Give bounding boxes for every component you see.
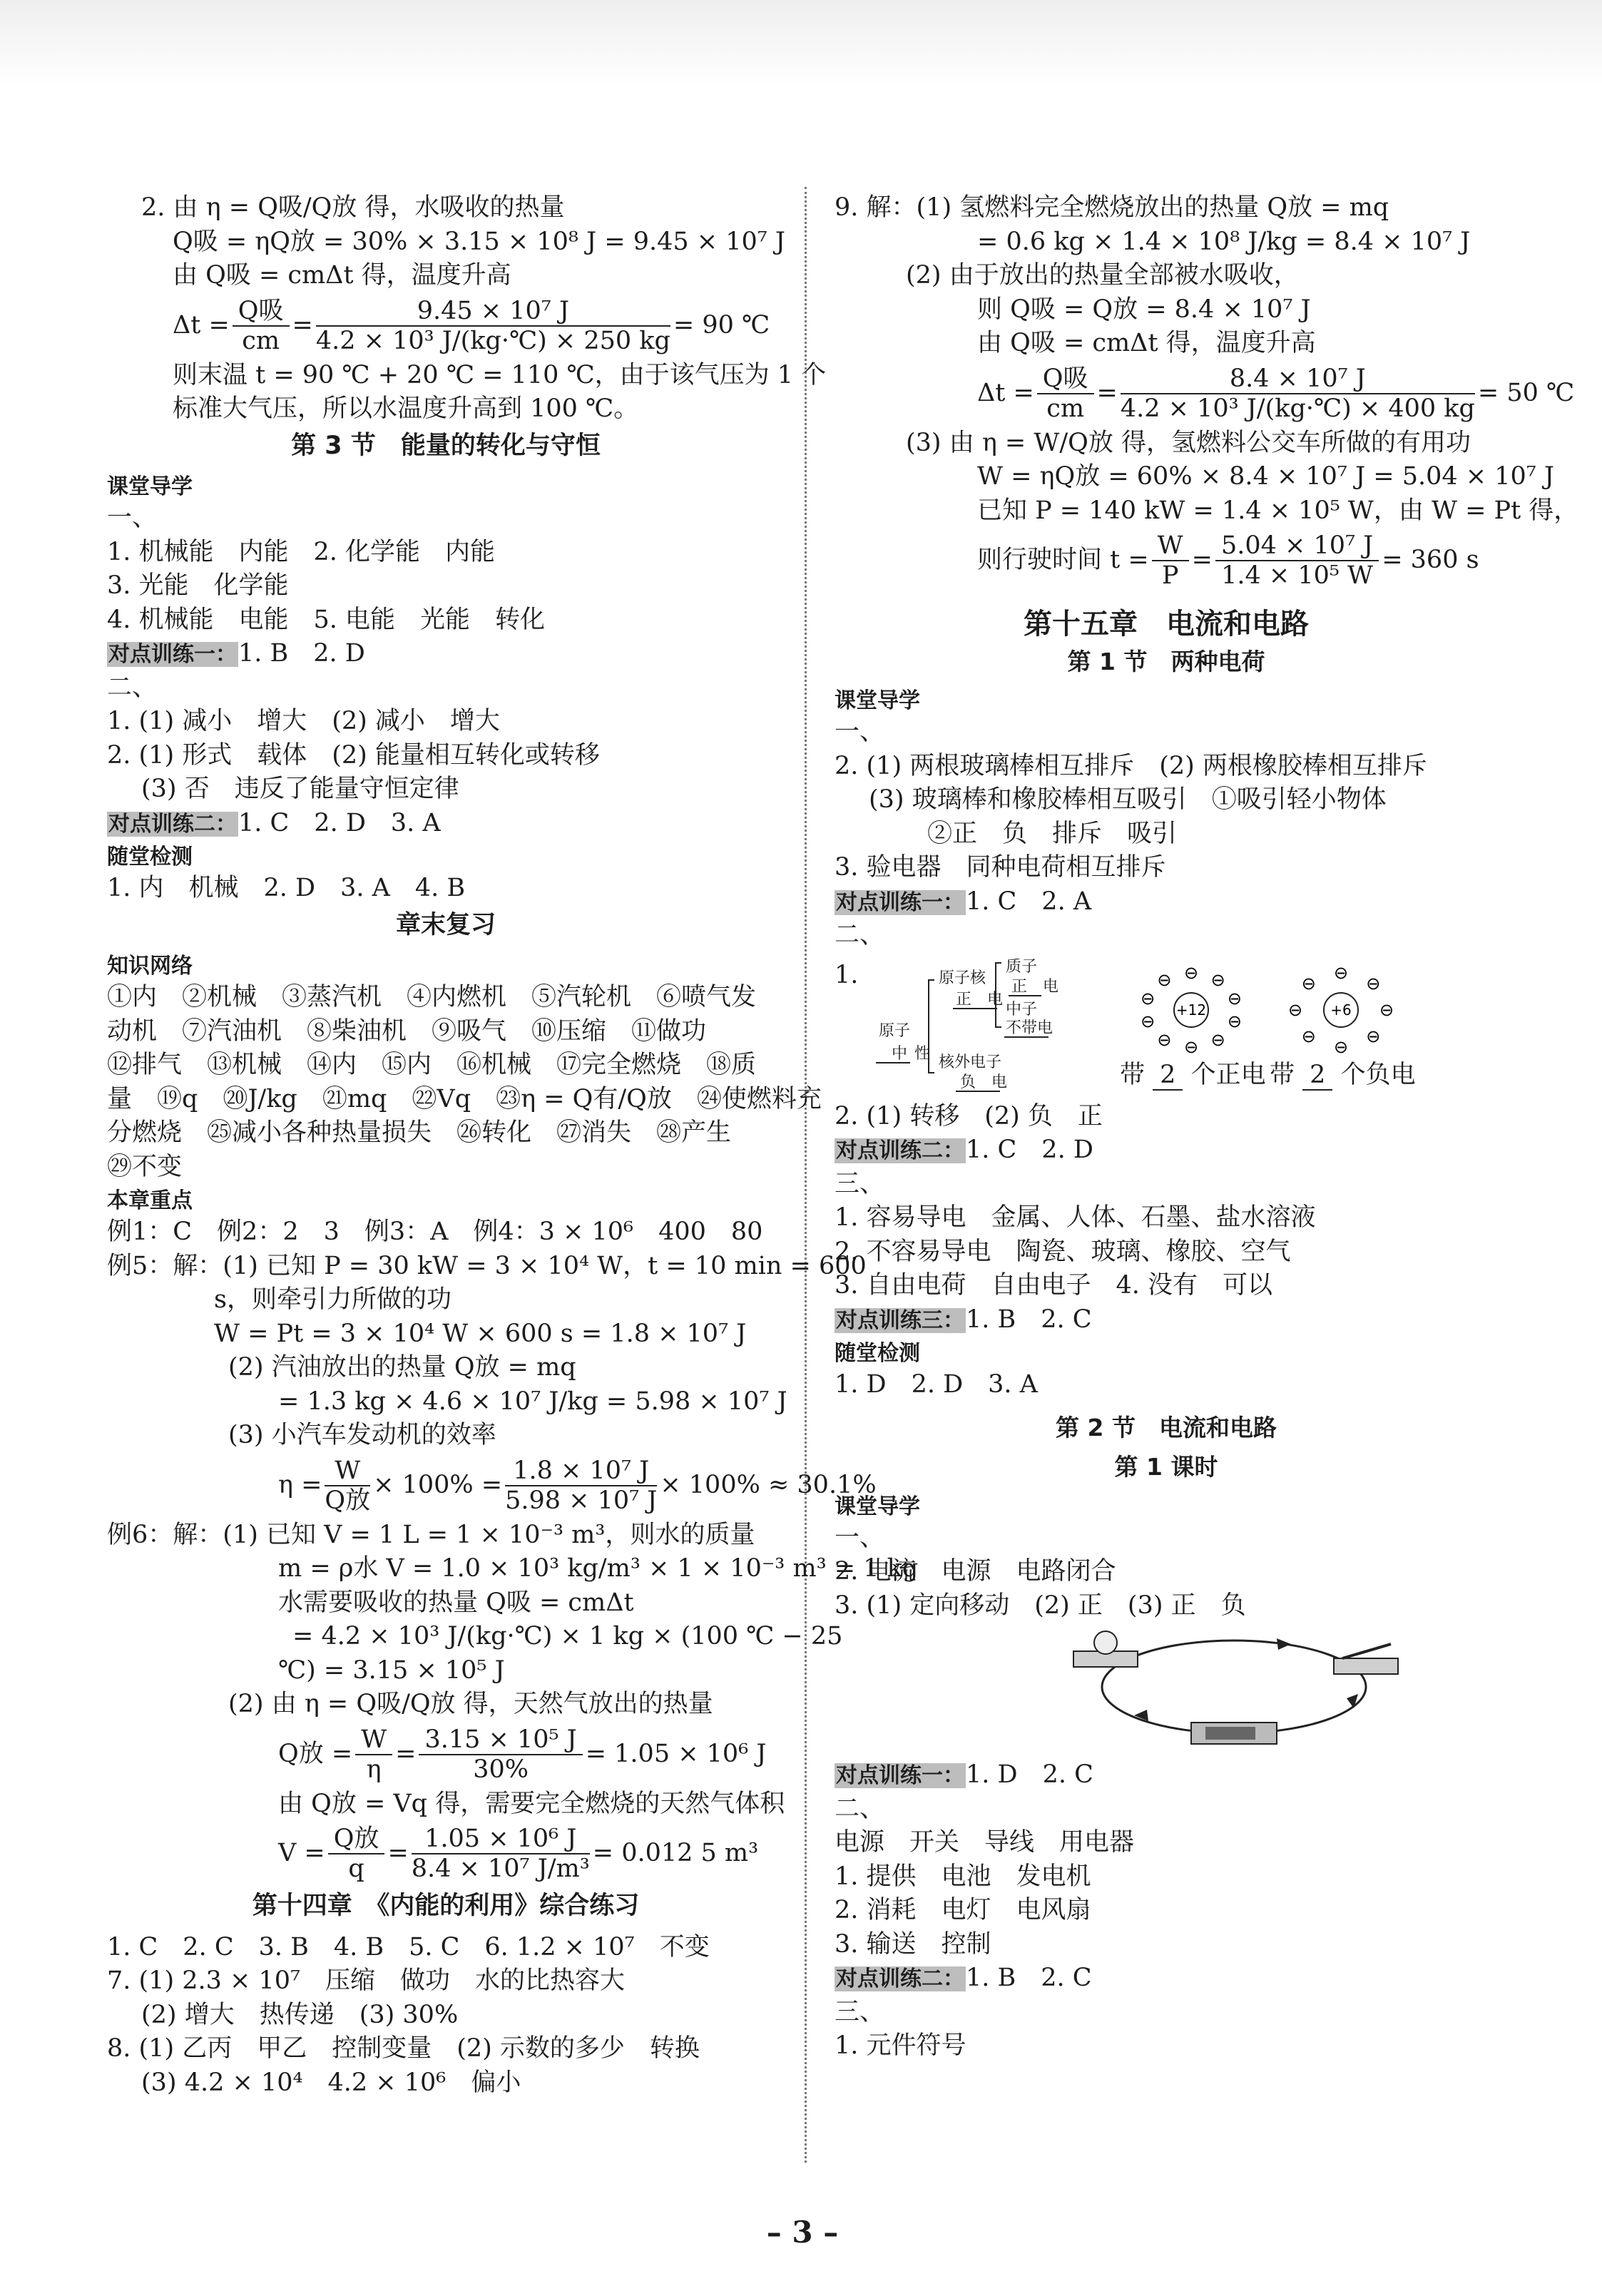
subheading: 课堂导学 xyxy=(835,688,920,713)
eq-text: = xyxy=(395,1739,417,1768)
answer-line: 4. 机械能 电能 5. 电能 光能 转化 xyxy=(107,605,546,634)
electron-icon: ⊖ xyxy=(1157,1029,1172,1050)
circuit-wire xyxy=(1102,1641,1366,1733)
eq-text: η = xyxy=(278,1470,322,1499)
answer-line: 已知 P = 140 kW = 1.4 × 10⁵ W，由 W = Pt 得， xyxy=(977,496,1579,525)
fraction xyxy=(419,1725,582,1784)
answer-line: 一、 xyxy=(835,1523,885,1552)
answer-line: 2. (1) 两根玻璃棒相互排斥 (2) 两根橡胶棒相互排斥 xyxy=(835,751,1427,780)
denominator: 30% xyxy=(473,1755,529,1784)
atom-neutral-bottom: 性 xyxy=(914,1044,931,1063)
practice-tag: 对点训练一： xyxy=(836,889,964,915)
numerator: Q放 xyxy=(328,1825,385,1854)
numerator: 1.05 × 10⁶ J xyxy=(412,1825,590,1854)
practice-tag: 对点训练三： xyxy=(836,1307,964,1333)
item-number: 1. xyxy=(835,960,859,989)
fraction xyxy=(1037,364,1094,423)
practice-tag: 对点训练二： xyxy=(108,811,237,837)
answer-line: 电源 开关 导线 用电器 xyxy=(835,1828,1135,1857)
answer-line: 2. (1) 转移 (2) 负 正 xyxy=(835,1101,1103,1131)
answer-line: (3) 由 η = W/Q放 得，氢燃料公交车所做的有用功 xyxy=(906,428,1471,457)
practice-line xyxy=(107,807,785,841)
answer-line: 2. 电流 电源 电路闭合 xyxy=(835,1557,1116,1586)
battery-cell xyxy=(1205,1727,1255,1740)
chapter-review-title: 第十四章 《内能的利用》综合练习 xyxy=(252,1892,640,1920)
answer-line: Q吸 = ηQ放 = 30% × 3.15 × 10⁸ J = 9.45 × 10⁷ J xyxy=(173,227,785,256)
denominator: 5.98 × 10⁷ J xyxy=(505,1486,658,1515)
switch-base xyxy=(1334,1658,1398,1674)
electron-icon: ⊖ xyxy=(1210,1029,1225,1050)
fraction xyxy=(328,1825,385,1883)
equation-line xyxy=(107,293,785,359)
answer-line: 标准大气压，所以水温度升高到 100 ℃。 xyxy=(173,394,639,423)
eq-text: = xyxy=(387,1839,409,1868)
eq-text: = 90 ℃ xyxy=(673,310,770,340)
answer-line: 3. 光能 化学能 xyxy=(107,571,289,600)
circuit-svg xyxy=(835,1623,1498,1758)
answer-line: 3. 输送 控制 xyxy=(835,1929,991,1959)
electron-icon: ⊖ xyxy=(1141,1011,1155,1031)
equation-line xyxy=(835,528,1498,593)
answer-line: (2) 增大 热传递 (3) 30% xyxy=(141,2000,459,2029)
equation-line xyxy=(107,1821,785,1887)
denominator: Q放 xyxy=(325,1486,371,1515)
subheading: 本章重点 xyxy=(107,1188,193,1213)
circuit-diagram xyxy=(835,1623,1498,1758)
answer-line: 例5：解：(1) 已知 P = 30 kW = 3 × 10⁴ W，t = 10 min = 600 xyxy=(107,1251,867,1280)
answer-line: 一、 xyxy=(107,504,158,532)
answer-line: ②正 负 排斥 吸引 xyxy=(927,819,1178,848)
answer-line: (3) 玻璃棒和橡胶棒相互吸引 ①吸引轻小物体 xyxy=(869,785,1387,814)
electron-icon: ⊖ xyxy=(1333,962,1349,983)
eq-text: × 100% ≈ 30.1% xyxy=(660,1470,877,1499)
section-title: 第 2 节 电流和电路 xyxy=(1056,1413,1277,1442)
subheading: 课堂导学 xyxy=(835,1494,920,1519)
answer-line: 分燃烧 ㉕减小各种热量损失 ㉖转化 ㉗消失 ㉘产生 xyxy=(107,1118,732,1147)
numerator: 5.04 × 10⁷ J xyxy=(1215,531,1379,561)
right-column xyxy=(835,191,1579,2063)
neutron-label: 中子 xyxy=(1006,1000,1038,1019)
practice-answers: 1. B 2. D xyxy=(238,639,365,668)
denominator: q xyxy=(348,1854,364,1883)
page-number: – 3 – xyxy=(766,2215,839,2250)
answer-line: 7. (1) 2.3 × 10⁷ 压缩 做功 水的比热容大 xyxy=(107,1966,626,1995)
electron-label: 核外电子 xyxy=(939,1053,1002,1071)
answer-line: 1. 容易导电 金属、人体、石墨、盐水溶液 xyxy=(835,1203,1316,1232)
section-title: 章末复习 xyxy=(395,910,496,939)
answer-line: m = ρ水 V = 1.0 × 10³ kg/m³ × 1 × 10⁻³ m³ = 1 kg xyxy=(278,1554,919,1583)
caption-number: 2 xyxy=(1302,1061,1332,1091)
atom2-caption xyxy=(1270,1058,1416,1093)
electron-icon: ⊖ xyxy=(1210,969,1225,990)
electron-icon: ⊖ xyxy=(1366,973,1381,994)
denominator: 8.4 × 10⁷ J/m³ xyxy=(411,1854,590,1883)
answer-line: 二、 xyxy=(107,673,158,702)
eq-text: = 360 s xyxy=(1382,546,1479,575)
eq-text: = xyxy=(292,310,313,340)
practice-tag: 对点训练一： xyxy=(108,642,237,667)
answer-line: 则 Q吸 = Q放 = 8.4 × 10⁷ J xyxy=(977,295,1311,324)
numerator: 9.45 × 10⁷ J xyxy=(316,297,670,327)
proton-charge: 正 电 xyxy=(1011,977,1059,996)
practice-line xyxy=(835,1303,1498,1337)
answer-line: 1. 机械能 内能 2. 化学能 内能 xyxy=(107,537,496,566)
answer-line: (3) 4.2 × 10⁴ 4.2 × 10⁶ 偏小 xyxy=(141,2068,521,2097)
atom-diagram xyxy=(835,959,1498,1094)
answer-line: = 0.6 kg × 1.4 × 10⁸ J/kg = 8.4 × 10⁷ J xyxy=(977,227,1471,256)
answer-line: ㉙不变 xyxy=(107,1152,183,1181)
bulb-icon xyxy=(1094,1631,1117,1654)
answer-line: 例6：解：(1) 已知 V = 1 L = 1 × 10⁻³ m³，则水的质量 xyxy=(107,1520,755,1549)
equation-line xyxy=(107,1722,785,1787)
eq-text: = 1.05 × 10⁶ J xyxy=(585,1739,767,1768)
numerator: W xyxy=(325,1456,370,1486)
practice-tag: 对点训练二： xyxy=(836,1966,964,1991)
current-arrow xyxy=(1277,1638,1291,1650)
answer-line: 2. (1) 形式 载体 (2) 能量相互转化或转移 xyxy=(107,740,600,770)
atom-label: 原子 xyxy=(879,1021,911,1040)
answer-line: 三、 xyxy=(835,1169,885,1198)
answer-line: 二、 xyxy=(835,921,885,949)
electron-icon: ⊖ xyxy=(1183,1036,1199,1057)
answer-line: 1. C 2. C 3. B 4. B 5. C 6. 1.2 × 10⁷ 不变 xyxy=(107,1932,710,1961)
lesson-title: 第 1 课时 xyxy=(1114,1453,1218,1481)
fraction xyxy=(325,1456,370,1515)
eq-text: 则行驶时间 t = xyxy=(977,546,1149,575)
answer-line: 二、 xyxy=(835,1794,885,1823)
caption-number: 2 xyxy=(1153,1061,1183,1091)
answer-line: ℃) = 3.15 × 10⁵ J xyxy=(278,1655,505,1685)
denominator: 4.2 × 10³ J/(kg·℃) × 400 kg xyxy=(1120,394,1475,423)
caption-text: 带 xyxy=(1270,1060,1295,1089)
electron-icon: ⊖ xyxy=(1183,962,1199,983)
practice-line xyxy=(835,1961,1498,1996)
denominator: η xyxy=(366,1755,382,1784)
eq-text: = 0.012 5 m³ xyxy=(592,1839,759,1868)
numerator: W xyxy=(355,1725,392,1755)
electron-icon: ⊖ xyxy=(1333,1036,1349,1057)
fraction xyxy=(505,1456,657,1515)
switch-lever xyxy=(1342,1644,1391,1658)
neutron-charge: 不带电 xyxy=(1006,1019,1053,1037)
fraction xyxy=(412,1825,590,1883)
denominator: cm xyxy=(242,326,280,355)
answer-line: 1. (1) 减小 增大 (2) 减小 增大 xyxy=(107,707,500,735)
answer-line: ⑫排气 ⑬机械 ⑭内 ⑮内 ⑯机械 ⑰完全燃烧 ⑱质 xyxy=(107,1051,757,1079)
atom-models xyxy=(1141,963,1394,1057)
atom-model-1 xyxy=(1141,963,1242,1057)
practice-line xyxy=(835,1758,1498,1792)
current-arrow xyxy=(1347,1694,1358,1708)
answer-line: 量 ⑲q ⑳J/kg ㉑mq ㉒Vq ㉓η = Q有/Q放 ㉔使燃料充 xyxy=(107,1084,822,1113)
electron-icon: ⊖ xyxy=(1301,973,1316,994)
practice-line xyxy=(835,1133,1498,1168)
answer-line: 2. 消耗 电灯 电风扇 xyxy=(835,1896,1091,1924)
numerator: 3.15 × 10⁵ J xyxy=(419,1725,582,1755)
electron-icon: ⊖ xyxy=(1227,988,1242,1009)
eq-text: V = xyxy=(278,1839,325,1868)
answer-line: 动机 ⑦汽油机 ⑧柴油机 ⑨吸气 ⑩压缩 ⑪做功 xyxy=(107,1016,707,1046)
answer-line: 8. (1) 乙丙 甲乙 控制变量 (2) 示数的多少 转换 xyxy=(107,2034,700,2063)
practice-line xyxy=(107,637,785,671)
answer-line: (3) 小汽车发动机的效率 xyxy=(228,1421,496,1449)
eq-text: Q放 = xyxy=(278,1739,353,1768)
denominator: cm xyxy=(1046,394,1085,423)
nucleus-charge-label: +6 xyxy=(1330,1001,1352,1019)
answer-line: 1. 元件符号 xyxy=(835,2031,966,2060)
practice-answers: 1. D 2. C xyxy=(966,1760,1093,1789)
answer-line: = 1.3 kg × 4.6 × 10⁷ J/kg = 5.98 × 10⁷ J xyxy=(278,1387,787,1416)
answer-line: s，则牵引力所做的功 xyxy=(214,1285,451,1314)
answer-line: 三、 xyxy=(835,1997,885,2026)
answer-line: 1. D 2. D 3. A xyxy=(835,1370,1038,1399)
numerator: Q吸 xyxy=(1037,364,1094,394)
answer-line: 2. 不容易导电 陶瓷、玻璃、橡胶、空气 xyxy=(835,1237,1291,1266)
answer-line: 2. 由 η = Q吸/Q放 得，水吸收的热量 xyxy=(141,193,565,222)
denominator: 4.2 × 10³ J/(kg·℃) × 250 kg xyxy=(315,326,670,355)
answer-line: (2) 由 η = Q吸/Q放 得，天然气放出的热量 xyxy=(228,1690,713,1718)
answer-line: 3. (1) 定向移动 (2) 正 (3) 正 负 xyxy=(835,1591,1246,1620)
nucleus-charge: 正 电 xyxy=(956,990,1004,1009)
atom1-caption xyxy=(1120,1058,1266,1093)
electron-charge: 负 电 xyxy=(960,1073,1008,1091)
caption-text: 带 xyxy=(1120,1060,1146,1089)
chapter-title: 第十五章 电流和电路 xyxy=(1024,608,1309,641)
fraction xyxy=(1121,364,1475,423)
equation-line xyxy=(835,361,1575,427)
eq-text: = 50 ℃ xyxy=(1477,378,1575,407)
answer-line: 1. 内 机械 2. D 3. A 4. B xyxy=(107,874,466,902)
answer-line: W = Pt = 3 × 10⁴ W × 600 s = 1.8 × 10⁷ J xyxy=(214,1319,747,1348)
practice-answers: 1. C 2. D 3. A xyxy=(238,808,441,837)
answer-line: (2) 由于放出的热量全部被水吸收， xyxy=(906,261,1299,290)
denominator: 1.4 × 10⁵ W xyxy=(1221,561,1374,590)
atom-model-2 xyxy=(1288,963,1394,1057)
scan-header-band xyxy=(0,0,1602,86)
equation-line xyxy=(107,1453,877,1519)
practice-answers: 1. B 2. C xyxy=(966,1305,1092,1334)
fraction xyxy=(1152,531,1189,590)
electron-icon: ⊖ xyxy=(1379,999,1394,1020)
fraction xyxy=(355,1725,392,1784)
practice-tag: 对点训练一： xyxy=(836,1763,964,1788)
answer-line: 由 Q吸 = cmΔt 得，温度升高 xyxy=(977,329,1316,357)
answer-line: 3. 验电器 同种电荷相互排斥 xyxy=(835,853,1166,882)
eq-text: Δt = xyxy=(173,310,230,340)
subheading: 随堂检测 xyxy=(107,845,193,869)
electron-icon: ⊖ xyxy=(1366,1026,1381,1046)
practice-answers: 1. B 2. C xyxy=(966,1964,1092,1992)
denominator: P xyxy=(1161,561,1179,590)
answer-line: 水需要吸收的热量 Q吸 = cmΔt xyxy=(278,1588,634,1617)
nucleus-label: 原子核 xyxy=(939,969,986,987)
answer-line: 1. 提供 电池 发电机 xyxy=(835,1862,1091,1891)
answer-line: (3) 否 违反了能量守恒定律 xyxy=(141,775,459,803)
section-title: 第 1 节 两种电荷 xyxy=(1067,647,1265,675)
electron-icon: ⊖ xyxy=(1287,999,1303,1020)
answer-line: 则末温 t = 90 ℃ + 20 ℃ = 110 ℃，由于该气压为 1 个 xyxy=(173,360,827,389)
subheading: 课堂导学 xyxy=(107,474,193,499)
caption-text: 个正电 xyxy=(1190,1060,1266,1089)
answer-line: 一、 xyxy=(835,718,885,746)
fraction xyxy=(233,297,290,355)
eq-text: Δt = xyxy=(977,378,1034,407)
numerator: Q吸 xyxy=(233,297,290,327)
fraction xyxy=(1215,531,1379,590)
subheading: 随堂检测 xyxy=(835,1341,920,1366)
nucleus-charge-label: +12 xyxy=(1175,1001,1207,1019)
answer-line: = 4.2 × 10³ J/(kg·℃) × 1 kg × (100 ℃ − 25 xyxy=(292,1622,843,1650)
practice-tag: 对点训练二： xyxy=(836,1138,964,1163)
electron-icon: ⊖ xyxy=(1141,988,1155,1009)
answer-line: 由 Q吸 = cmΔt 得，温度升高 xyxy=(173,261,511,290)
numerator: W xyxy=(1152,531,1189,561)
answer-line: W = ηQ放 = 60% × 8.4 × 10⁷ J = 5.04 × 10⁷ J xyxy=(977,462,1554,491)
electron-icon: ⊖ xyxy=(1157,969,1172,990)
column-divider xyxy=(805,187,807,2163)
section-title: 第 3 节 能量的转化与守恒 xyxy=(291,431,601,460)
practice-answers: 1. C 2. A xyxy=(966,887,1092,916)
answer-line: 由 Q放 = Vq 得，需要完全燃烧的天然气体积 xyxy=(278,1789,785,1818)
eq-text: = xyxy=(1096,378,1118,407)
proton-label: 质子 xyxy=(1006,958,1038,976)
eq-text: × 100% = xyxy=(373,1470,503,1499)
practice-answers: 1. C 2. D xyxy=(966,1136,1093,1164)
practice-line xyxy=(835,885,1498,919)
subheading: 知识网络 xyxy=(107,954,193,979)
answer-line: (2) 汽油放出的热量 Q放 = mq xyxy=(228,1353,576,1382)
electron-icon: ⊖ xyxy=(1227,1011,1242,1031)
answer-line: 例1：C 例2：2 3 例3：A 例4：3 × 10⁶ 400 80 xyxy=(107,1218,763,1246)
answer-line: 9. 解：(1) 氢燃料完全燃烧放出的热量 Q放 = mq xyxy=(835,193,1389,222)
electron-icon: ⊖ xyxy=(1301,1026,1316,1046)
caption-text: 个负电 xyxy=(1340,1060,1416,1089)
fraction xyxy=(316,297,670,355)
answer-line: 3. 自由电荷 自由电子 4. 没有 可以 xyxy=(835,1271,1273,1300)
numerator: 1.8 × 10⁷ J xyxy=(505,1456,657,1486)
answer-line: ①内 ②机械 ③蒸汽机 ④内燃机 ⑤汽轮机 ⑥喷气发 xyxy=(107,983,757,1011)
numerator: 8.4 × 10⁷ J xyxy=(1121,364,1475,394)
eq-text: = xyxy=(1191,546,1213,575)
atom-neutral-top: 中 xyxy=(892,1044,908,1063)
